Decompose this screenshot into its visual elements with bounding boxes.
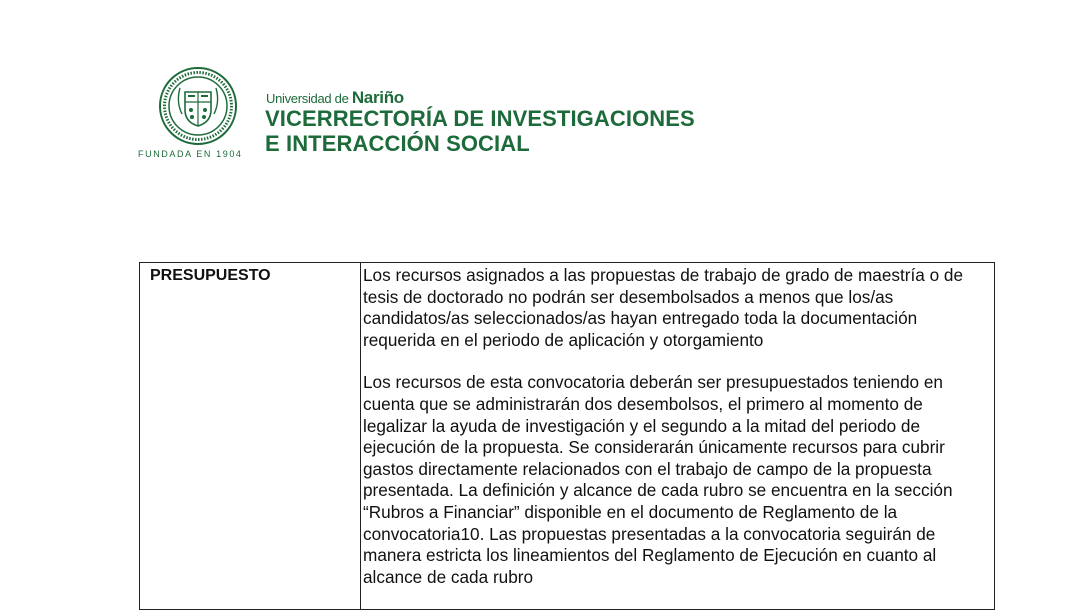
title-line-1: VICERRECTORÍA DE INVESTIGACIONES <box>265 106 695 131</box>
paragraph-1: Los recursos asignados a las propuestas de trabajo de grado de maestría o de tesis de doctorado no podrán ser desembolsados a menos que los/as candidatos/as seleccionados/as hayan entregado toda la documentación requerida en el periodo de aplicación y otorgamiento <box>363 265 964 350</box>
department-title <box>265 106 695 156</box>
university-name <box>266 88 404 108</box>
university-name-strong: Nariño <box>351 88 404 107</box>
letterhead <box>138 64 698 174</box>
budget-table <box>139 262 995 610</box>
paragraph-2: Los recursos de esta convocatoria deberán ser presupuestados teniendo en cuenta que se administrarán dos desembolsos, el primero al momento de legalizar la ayuda de investigación y el segundo a la mitad del periodo de ejecución de la propuesta. Se considerarán únicamente recursos para cubrir gastos directamente relacionados con el trabajo de campo de la propuesta presentada. La definición y alcance de cada rubro se encuentra en la sección “Rubros a Financiar” disponible en el documento de Reglamento de la convocatoria10. Las propuestas presentadas a la convocatoria seguirán de manera estricta los lineamientos del Reglamento de Ejecución en cuanto al alcance de cada rubro <box>363 372 953 587</box>
university-seal-icon <box>158 66 238 146</box>
row-content <box>361 263 995 610</box>
table-row <box>140 263 995 610</box>
title-line-2: E INTERACCIÓN SOCIAL <box>265 131 530 156</box>
university-prefix: Universidad de <box>266 91 352 106</box>
row-label: PRESUPUESTO <box>140 263 361 610</box>
founded-caption: FUNDADA EN 1904 <box>138 149 243 159</box>
